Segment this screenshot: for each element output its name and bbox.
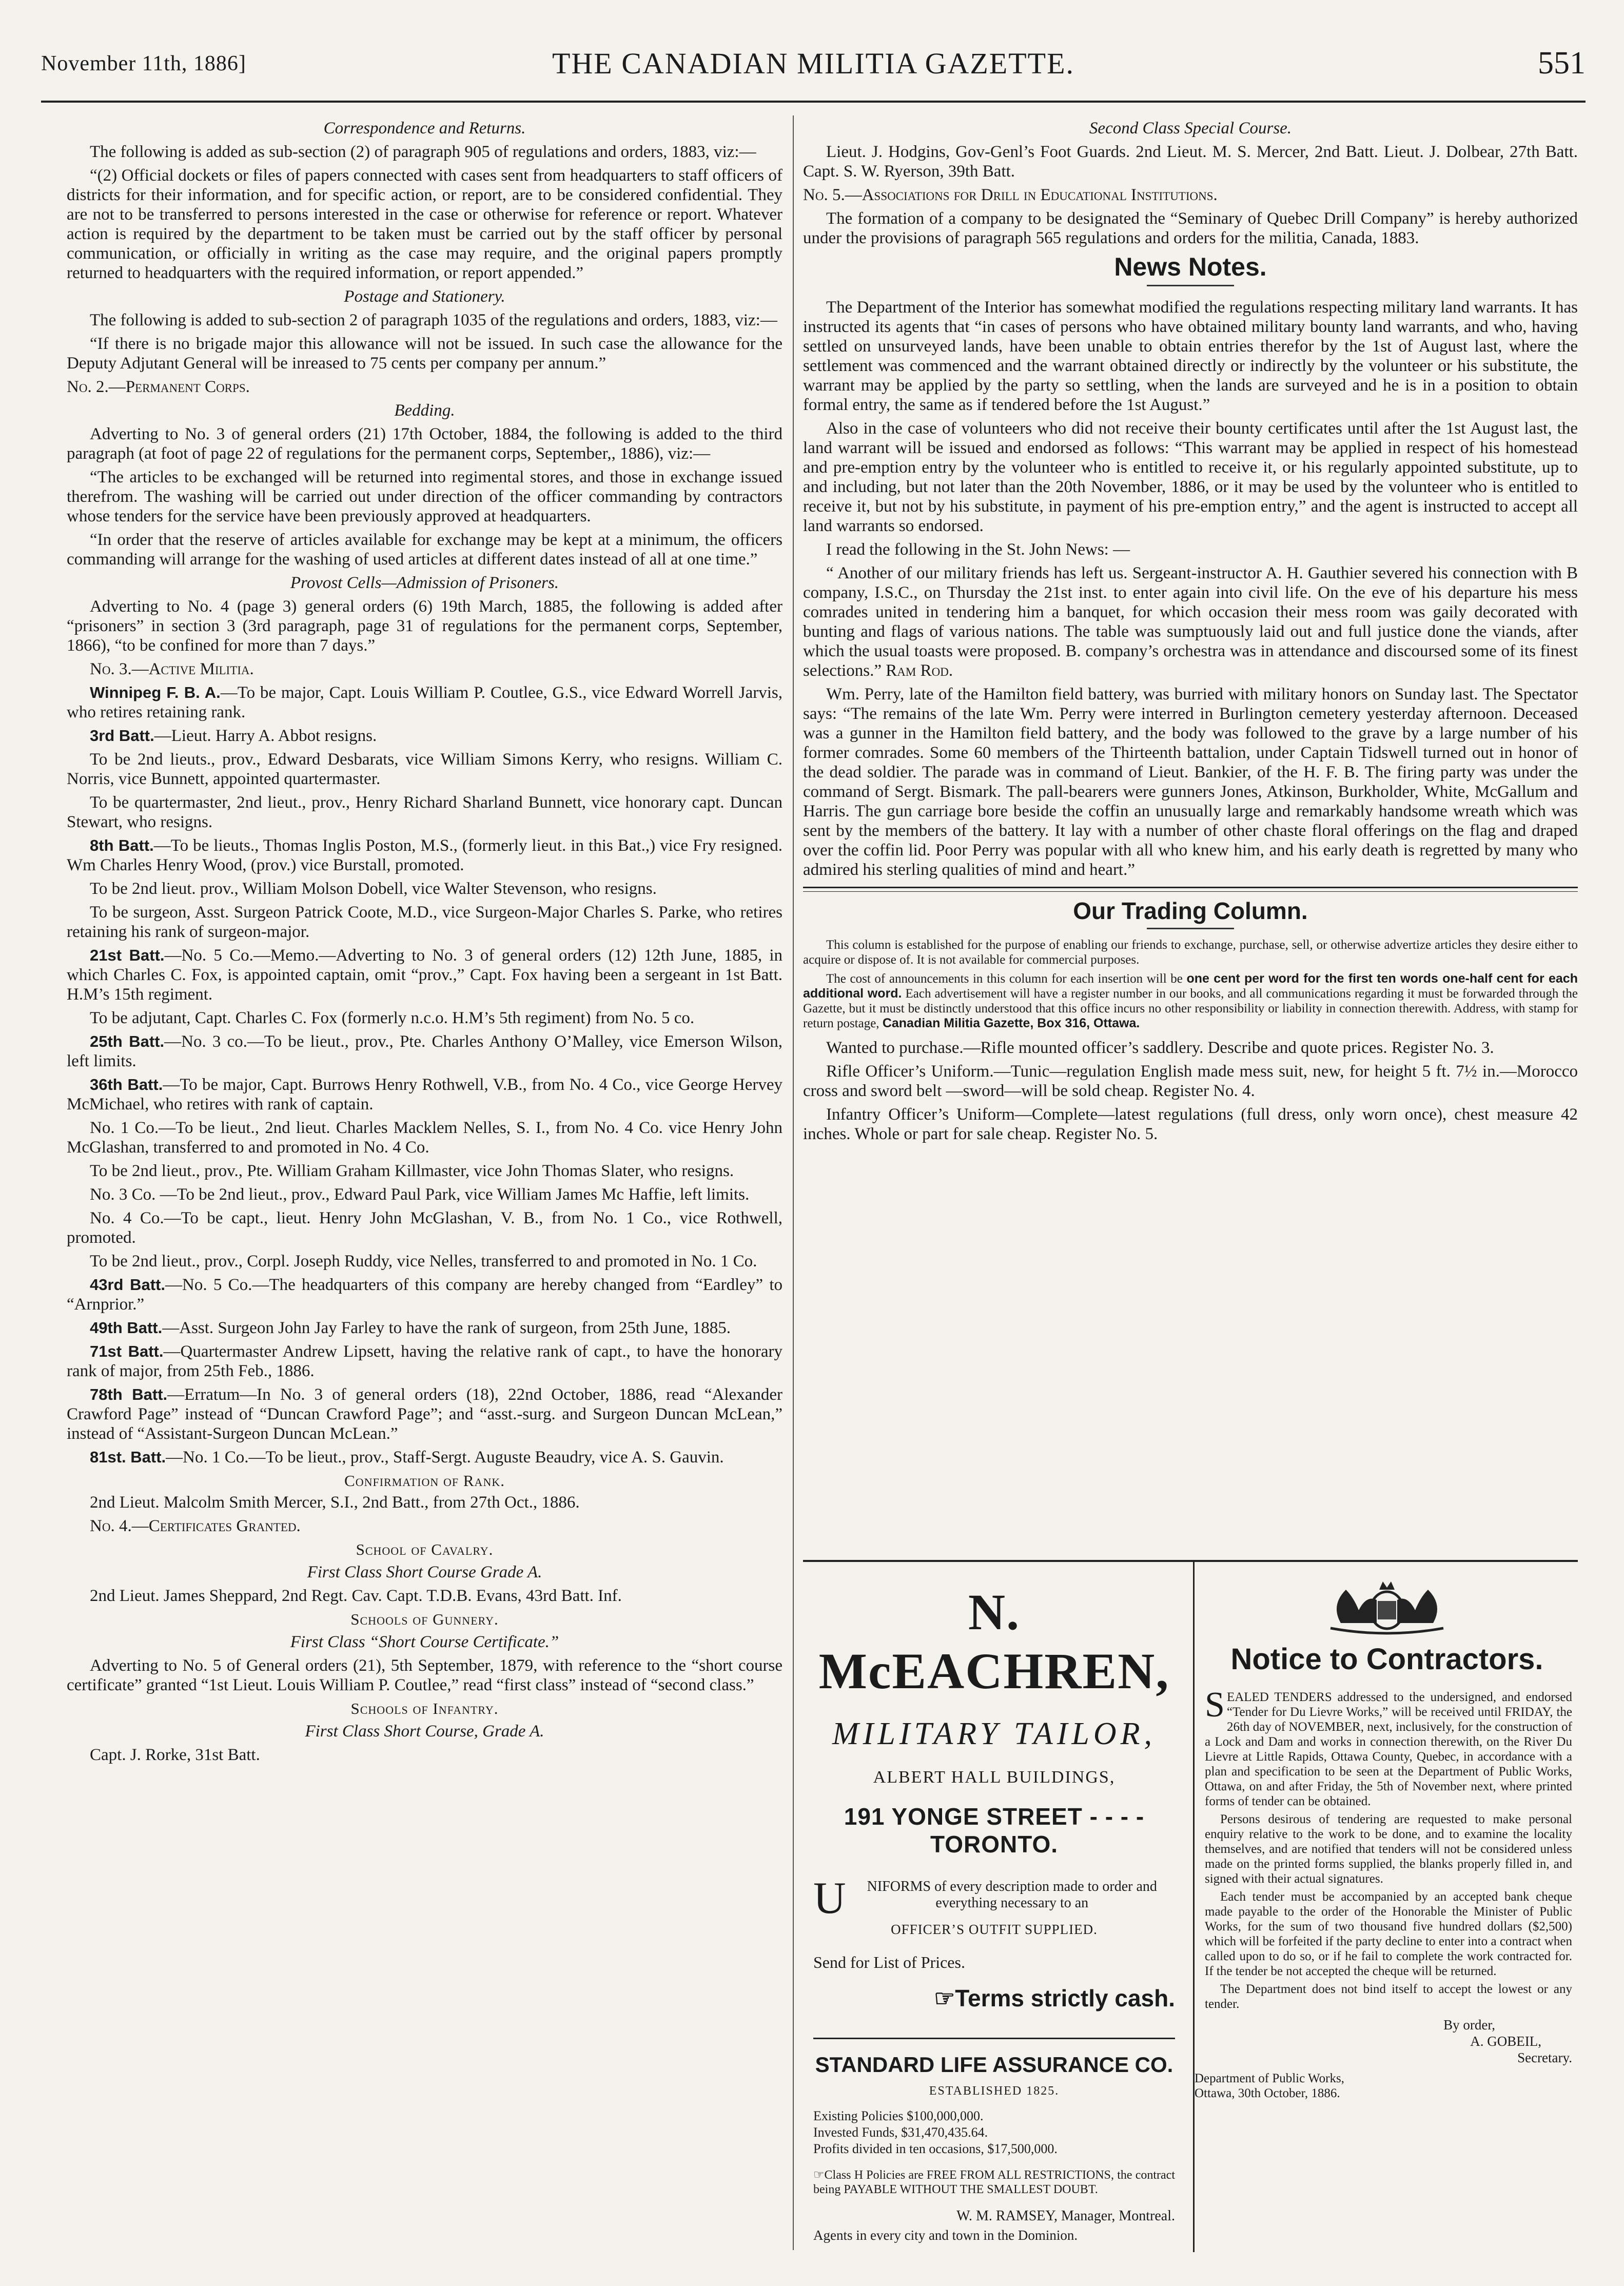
- notice-body: Persons desirous of tendering are requested to make personal enquiry relative to the work to be done, and to examine the locality themselves, and are notified that tenders will not be considered unless made on the printed forms supplied, the blanks properly filled in, and signed with their actual signatures.: [1205, 1812, 1572, 1886]
- unit-name: 21st Batt.: [90, 946, 165, 964]
- grade-heading: First Class “Short Course Certificate.”: [290, 1633, 559, 1651]
- trading-item: Rifle Officer’s Uniform.—Tunic—regulation English made mess suit, new, for height 5 ft. 7½ in.—Morocco cross and sword belt —sword—will be sold cheap. Register No. 4.: [803, 1062, 1578, 1100]
- tailor-trade: MILITARY TAILOR,: [832, 1716, 1156, 1751]
- news-paragraph: I read the following in the St. John News: —: [826, 540, 1130, 559]
- unit-name: 81st. Batt.: [90, 1448, 166, 1466]
- battalion-entry: 25th Batt.—No. 3 co.—To be lieut., prov., Pte. Charles Anthony O’Malley, vice Emerson Wilson, left limits.: [67, 1032, 782, 1070]
- paragraph: No. 1 Co.—To be lieut., 2nd lieut. Charles Macklem Nelles, S. I., from No. 4 Co. vice Henry John McGlashan, transferred to and promoted in No. 4 Co.: [67, 1119, 782, 1157]
- insurance-line: Invested Funds, $31,470,435.64.: [813, 2125, 988, 2140]
- insurance-manager: W. M. RAMSEY, Manager, Montreal.: [956, 2208, 1175, 2224]
- battalion-entry: 43rd Batt.—No. 5 Co.—The headquarters of this company are hereby changed from “Eardley” to “Arnprior.”: [67, 1276, 782, 1314]
- unit-name: 43rd Batt.: [90, 1276, 166, 1294]
- section-heading: Second Class Special Course.: [1089, 119, 1292, 138]
- issue-date: November 11th, 1886]: [41, 52, 246, 75]
- tailor-outfit: OFFICER’S OUTFIT SUPPLIED.: [891, 1922, 1098, 1937]
- tailor-advertisement: [803, 1562, 1185, 2252]
- header-rule: [41, 101, 1586, 103]
- paragraph: The following is added as sub-section (2) of paragraph 905 of regulations and orders, 1883, viz:—: [90, 143, 756, 161]
- section-heading: Bedding.: [394, 401, 455, 420]
- grade-heading: First Class Short Course, Grade A.: [305, 1722, 544, 1741]
- unit-name: 8th Batt.: [90, 836, 154, 854]
- column-divider: [793, 115, 794, 2250]
- school-heading: Schools of Gunnery.: [350, 1610, 499, 1628]
- battalion-entry: 8th Batt.—To be lieuts., Thomas Inglis Poston, M.S., (formerly lieut. in this Bat.,) vice Fry resigned. Wm Charles Henry Wood, (prov.) vice Burstall, promoted.: [67, 836, 783, 874]
- battalion-entry: 71st Batt.—Quartermaster Andrew Lipsett, having the relative rank of capt., to have the honorary rank of major, from 25th Feb., 1886.: [67, 1342, 782, 1380]
- order-number-heading: No. 3.—Active Militia.: [90, 660, 254, 678]
- section-heading: Postage and Stationery.: [344, 287, 505, 306]
- school-heading: School of Cavalry.: [356, 1540, 494, 1558]
- paragraph: To be adjutant, Capt. Charles C. Fox (formerly n.c.o. H.M’s 5th regiment) from No. 5 co.: [90, 1009, 695, 1027]
- paragraph: To be 2nd lieuts., prov., Edward Desbarats, vice William Simons Kerry, who resigns. William C. Norris, vice Bunnett, appointed quartermaster.: [67, 750, 782, 788]
- title-rule: [1147, 285, 1234, 286]
- paragraph: “(2) Official dockets or files of papers connected with cases sent from headquarters to staff officers of districts for their information, and for specific action, or report, are to be considered confidential. They are not to be transferred to persons interested in the case or otherwise for reference or report. Whatever action is required by the department to be taken must be carried out by the staff officer by personal communication, or officially in writing as the case may require, and the original papers promptly returned to headquarters with the required information, or report appended.”: [67, 166, 782, 282]
- unit-name: Winnipeg F. B. A.: [90, 683, 221, 701]
- order-number-heading: No. 2.—Permanent Corps.: [67, 378, 250, 396]
- paragraph: “In order that the reserve of articles available for exchange may be kept at a minimum, the officers commanding will arrange for the washing of used articles at different dates instead of all at one time.”: [67, 531, 782, 569]
- trading-item: Infantry Officer’s Uniform—Complete—latest regulations (full dress, only worn once), chest measure 42 inches. Whole or part for sale cheap. Register No. 5.: [803, 1105, 1578, 1143]
- battalion-entry: 78th Batt.—Erratum—In No. 3 of general orders (18), 22nd October, 1886, read “Alexander Crawford Page” instead of “Duncan Crawford Page”; and “asst.-surg. and Surgeon Duncan McLean,” instead of “Assistant-Surgeon Duncan McLean.”: [67, 1385, 782, 1443]
- tailor-send: Send for List of Prices.: [813, 1953, 965, 1971]
- section-heading: Confirmation of Rank.: [344, 1472, 505, 1490]
- unit-name: 49th Batt.: [90, 1319, 163, 1337]
- paragraph: 2nd Lieut. James Sheppard, 2nd Regt. Cav. Capt. T.D.B. Evans, 43rd Batt. Inf.: [90, 1587, 622, 1605]
- insurance-class-h: ☞Class H Policies are FREE FROM ALL RESTRICTIONS, the contract being PAYABLE WITHOUT THE SMALLEST DOUBT.: [813, 2168, 1175, 2196]
- order-number-heading: No. 5.—Associations for Drill in Educational Institutions.: [803, 186, 1218, 204]
- battalion-entry: 81st. Batt.—No. 1 Co.—To be lieut., prov., Staff-Sergt. Auguste Beaudry, vice A. S. Gauvin.: [90, 1448, 724, 1467]
- news-notes-title: News Notes.: [1114, 252, 1267, 281]
- paragraph: “The articles to be exchanged will be returned into regimental stores, and those in exchange issued therefrom. The washing will be carried out under direction of the officer commanding by contractors whose tenders for the service have been previously approved at headquarters.: [67, 468, 782, 525]
- unit-name: 71st Batt.: [90, 1342, 164, 1360]
- news-paragraph: The Department of the Interior has somewhat modified the regulations respecting military land warrants. It has instructed its agents that “in cases of persons who have obtained military bounty land warrants, and who, having settled on unsurveyed lands, have been unable to obtain entries therefor by the 1st of August last, where the settlement was commenced and the warrant obtained directly or indirectly by the volunteer or his substitute, the warrant may be applied by the party so settling, when the lands are surveyed and he is in a position to obtain formal entry, the same as if tendered before the 1st August.”: [803, 298, 1578, 414]
- paragraph: The formation of a company to be designated the “Seminary of Quebec Drill Company” is hereby authorized under the provisions of paragraph 565 regulations and orders for the militia, Canada, 1883.: [803, 209, 1578, 247]
- insurance-name: STANDARD LIFE ASSURANCE CO.: [815, 2053, 1173, 2077]
- battalion-entry: 49th Batt.—Asst. Surgeon John Jay Farley to have the rank of surgeon, from 25th June, 1885.: [90, 1319, 731, 1337]
- insurance-established: ESTABLISHED 1825.: [929, 2084, 1060, 2098]
- tailor-name: N. McEACHREN,: [818, 1584, 1170, 1699]
- paragraph: To be 2nd lieut. prov., William Molson Dobell, vice Walter Stevenson, who resigns.: [90, 880, 657, 898]
- insurance-agents: Agents in every city and town in the Dominion.: [813, 2228, 1078, 2243]
- unit-name: 36th Batt.: [90, 1076, 163, 1093]
- unit-name: 3rd Batt.: [90, 727, 154, 745]
- tailor-terms: ☞Terms strictly cash.: [934, 1985, 1175, 2011]
- paragraph: No. 3 Co. —To be 2nd lieut., prov., Edward Paul Park, vice William James Mc Haffie, left limits.: [90, 1185, 750, 1204]
- news-paragraph: Wm. Perry, late of the Hamilton field battery, was burried with military honors on Sunday last. The Spectator says: “The remains of the late Wm. Perry were interred in Burlington cemetery yesterday afternoon. Deceased was a gunner in the Hamilton field battery, and the body was followed to the grave by a large number of his former comrades. Some 60 members of the Thirteenth battalion, under Captain Tidswell turned out in honor of the dead soldier. The parade was in command of Lieut. Bankier, of the H. F. B. The firing party was under the command of Sergt. Bismark. The pall-bearers were gunners Jones, Atkinson, Burkholder, White, McGallum and Harris. The gun carriage bore beside the coffin an unusually large and remarkably handsome wreath which was sent by the members of the battery. It lay with a number of other chaste floral offerings on the flag and draped over the coffin lid. Poor Perry was popular with all who knew him, and his early death is regretted by many who admired his sterling qualities of mind and heart.”: [803, 685, 1578, 879]
- battalion-entry: 21st Batt.—No. 5 Co.—Memo.—Adverting to No. 3 of general orders (12) 12th June, 1885, in which Charles C. Fox, is appointed captain, omit “prov.,” Capt. Fox having been a sergeant in 1st Batt. H.M’s 15th regiment.: [67, 946, 783, 1004]
- trading-terms: The cost of announcements in this column for each insertion will be one cent per word for the first ten words one-half cent for each additional word. Each advertisement will have a register number in our books, and all communications regarding it must be forwarded through the Gazette, but it must be distinctly understood that this office incurs no other responsibility or liability in connection therewith. Address, with stamp for return postage, Canadian Militia Gazette, Box 316, Ottawa.: [803, 971, 1578, 1030]
- paragraph: Adverting to No. 5 of General orders (21), 5th September, 1879, with reference to the “short course certificate” granted “1st Lieut. Louis William P. Coutlee,” read “first class” instead of “second class.”: [67, 1656, 782, 1694]
- title-rule: [1147, 928, 1234, 929]
- trading-item: Wanted to purchase.—Rifle mounted officer’s saddlery. Describe and quote prices. Register No. 3.: [826, 1039, 1494, 1057]
- tailor-street: 191 YONGE STREET - - - - TORONTO.: [844, 1803, 1145, 1858]
- left-column: [67, 115, 782, 1769]
- notice-body: Each tender must be accompanied by an accepted bank cheque made payable to the order of the Honorable the Minister of Public Works, for the sum of two thousand five hundred dollars ($2,500) which will be forfeited if the party decline to enter into a contract when called upon to do so, or if he fail to complete the work contracted for. If the tender be not accepted the cheque will be returned.: [1205, 1890, 1572, 1978]
- battalion-entry: 3rd Batt.—Lieut. Harry A. Abbot resigns.: [90, 727, 377, 745]
- notice-title: Notice to Contractors.: [1230, 1643, 1543, 1676]
- paragraph: To be surgeon, Asst. Surgeon Patrick Coote, M.D., vice Surgeon-Major Charles S. Parke, who retires retaining his rank of surgeon-major.: [67, 903, 782, 941]
- paragraph: 2nd Lieut. Malcolm Smith Mercer, S.I., 2nd Batt., from 27th Oct., 1886.: [90, 1493, 580, 1512]
- trading-intro: This column is established for the purpose of enabling our friends to exchange, purchase, sell, or otherwise advertize articles they desire either to acquire or dispose of. It is not available for commercial purposes.: [803, 938, 1578, 967]
- notice-department: Department of Public Works, Ottawa, 30th October, 1886.: [1195, 2072, 1344, 2100]
- double-rule: [803, 887, 1578, 892]
- school-heading: Schools of Infantry.: [350, 1699, 499, 1717]
- paragraph: Adverting to No. 3 of general orders (21) 17th October, 1884, the following is added to the third paragraph (at foot of page 22 of regulations for the permanent corps, September,, 1886), viz:—: [67, 425, 782, 463]
- notice-body: SEALED TENDERS addressed to the undersigned, and endorsed “Tender for Du Lievre Works,” will be received until FRIDAY, the 26th day of NOVEMBER, next, inclusively, for the construction of a Lock and Dam and works in connection therewith, on the River Du Lievre at Little Rapids, Ottawa County, Quebec, in accordance with a plan and specification to be seen at the Department of Public Works, Ottawa, on and after Friday, the 5th of November next, where printed forms of tender can be obtained.: [1205, 1685, 1572, 1808]
- tailor-address: ALBERT HALL BUILDINGS,: [873, 1768, 1116, 1787]
- page-header: [36, 21, 1591, 87]
- newspaper-title: THE CANADIAN MILITIA GAZETTE.: [552, 47, 1075, 80]
- notice-body: The Department does not bind itself to accept the lowest or any tender.: [1205, 1982, 1572, 2011]
- notice-signature: By order, A. GOBEIL, Secretary.: [1443, 2017, 1572, 2065]
- contractors-notice: [1193, 1562, 1579, 2252]
- battalion-entry: Winnipeg F. B. A.—To be major, Capt. Louis William P. Coutlee, G.S., vice Edward Worrell Jarvis, who retires retaining rank.: [67, 683, 782, 721]
- paragraph: Capt. J. Rorke, 31st Batt.: [90, 1746, 260, 1764]
- royal-crest-icon: [1310, 1574, 1464, 1636]
- advertisement-area: [803, 1560, 1578, 2252]
- grade-heading: First Class Short Course Grade A.: [307, 1563, 542, 1581]
- page-number: 551: [1538, 46, 1586, 81]
- paragraph: To be 2nd lieut., prov., Corpl. Joseph Ruddy, vice Nelles, transferred to and promoted in No. 1 Co.: [90, 1252, 757, 1271]
- paragraph: No. 4 Co.—To be capt., lieut. Henry John McGlashan, V. B., from No. 1 Co., vice Rothwell, promoted.: [67, 1209, 782, 1247]
- paragraph: “If there is no brigade major this allowance will not be issued. In such case the allowance for the Deputy Adjutant General will be inreased to 75 cents per company per annum.”: [67, 335, 782, 373]
- unit-name: 78th Batt.: [90, 1385, 168, 1403]
- section-heading: Provost Cells—Admission of Prisoners.: [290, 574, 559, 592]
- news-paragraph: “ Another of our military friends has left us. Sergeant-instructor A. H. Gauthier severed his connection with B company, I.S.C., on Thursday the 21st inst. to enter again into civil life. On the eve of his departure his mess comrades united in tendering him a banquet, for which occasion their mess room was gaily decorated with bunting and flags of various nations. The table was sumptuously laid out and full justice done the viands, after which the usual toasts were proposed. B. company’s orchestra was in attendance and discoursed some of its finest selections.” Ram Rod.: [803, 564, 1578, 680]
- paragraph: To be 2nd lieut., prov., Pte. William Graham Killmaster, vice John Thomas Slater, who resigns.: [90, 1162, 734, 1180]
- order-number-heading: No. 4.—Certificates Granted.: [90, 1517, 301, 1535]
- insurance-line: Existing Policies $100,000,000.: [813, 2108, 984, 2123]
- paragraph: To be quartermaster, 2nd lieut., prov., Henry Richard Sharland Bunnett, vice honorary capt. Duncan Stewart, who resigns.: [67, 793, 782, 831]
- insurance-line: Profits divided in ten occasions, $17,500,000.: [813, 2141, 1058, 2156]
- trading-column-title: Our Trading Column.: [1073, 897, 1308, 924]
- battalion-entry: 36th Batt.—To be major, Capt. Burrows Henry Rothwell, V.B., from No. 4 Co., vice George Hervey McMichael, who retires with rank of captain.: [67, 1076, 782, 1113]
- paragraph: The following is added to sub-section 2 of paragraph 1035 of the regulations and orders, 1883, viz:—: [90, 311, 777, 329]
- news-paragraph: Also in the case of volunteers who did not receive their bounty certificates until after the 1st August last, the land warrant will be issued and endorsed as follows: “This warrant may be applied in respect of his homestead and pre-emption entry by the volunteer who is entitled to receive it, or his regularly appointed substitute, up to and including, but not later than the 20th November, 1886, or it may be used by the volunteer who is entitled to receive it, but not by his substitute, in payment of his pre-emption entry,” and the agent is instructed to accept all land warrants so endorsed.: [803, 419, 1578, 535]
- tailor-uniforms: U NIFORMS of every description made to order and everything necessary to an: [813, 1873, 1157, 1923]
- signature: Ram Rod.: [886, 661, 953, 680]
- section-heading: Correspondence and Returns.: [323, 119, 526, 138]
- ad-separator: [813, 2038, 1175, 2039]
- unit-name: 25th Batt.: [90, 1032, 165, 1050]
- paragraph: Lieut. J. Hodgins, Gov-Genl’s Foot Guards. 2nd Lieut. M. S. Mercer, 2nd Batt. Lieut. J. Dolbear, 27th Batt. Capt. S. W. Ryerson, 39th Batt.: [803, 143, 1578, 181]
- paragraph: Adverting to No. 4 (page 3) general orders (6) 19th March, 1885, the following is added after “prisoners” in section 3 (3rd paragraph, page 31 of regulations for the permanent corps, September, 1866), “to be confined for more than 7 days.”: [67, 597, 782, 655]
- right-column: [803, 115, 1578, 1148]
